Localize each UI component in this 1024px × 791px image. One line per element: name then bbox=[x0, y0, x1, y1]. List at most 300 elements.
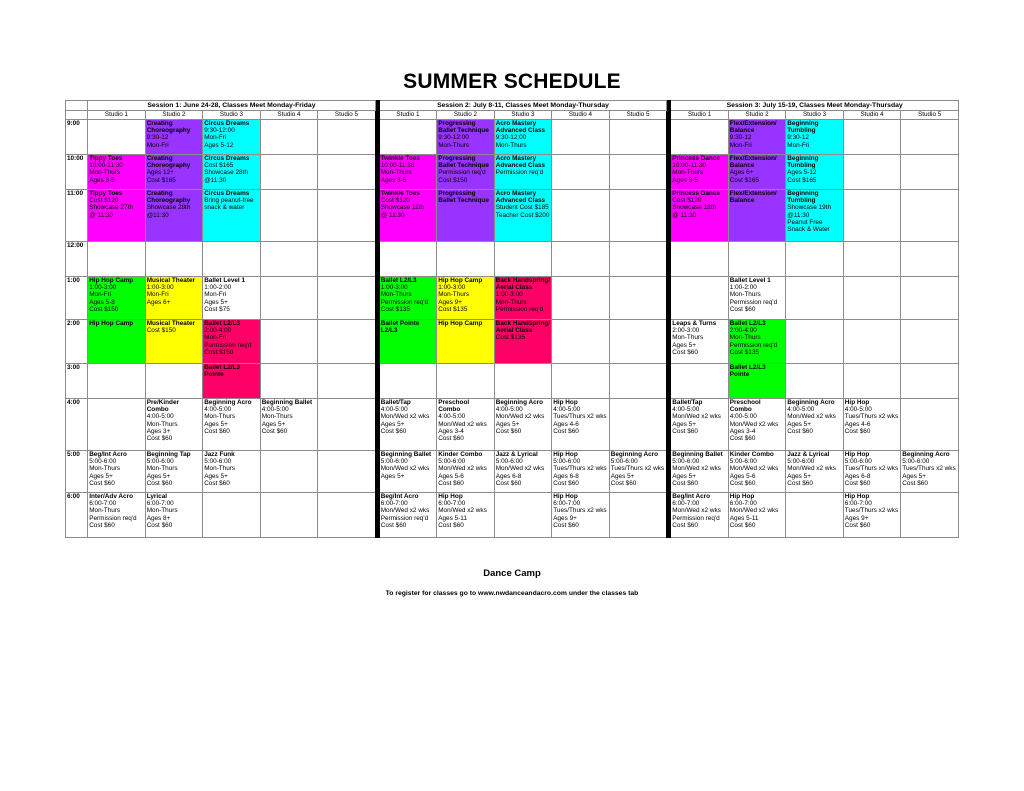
class-detail: 6:00-7:00 bbox=[89, 500, 117, 508]
class-cell bbox=[379, 190, 437, 242]
class-detail: Mon/Wed x2 wks bbox=[495, 465, 545, 473]
class-name: Hip Hop bbox=[553, 399, 578, 406]
empty-cell bbox=[609, 277, 667, 320]
empty-cell bbox=[552, 120, 610, 155]
class-cell bbox=[203, 399, 261, 451]
class-name: Progressing Ballet Technique bbox=[438, 155, 489, 170]
class-name: Beginning Tumbling bbox=[787, 190, 819, 205]
class-detail: Ages 8+ bbox=[146, 514, 171, 522]
class-detail: Ages 5-11 bbox=[729, 514, 759, 522]
class-cell bbox=[260, 399, 318, 451]
time-label: 6:00 bbox=[66, 493, 88, 538]
class-detail: Cost $60 bbox=[89, 479, 115, 487]
class-name: Preschool Combo bbox=[438, 399, 470, 414]
class-cell bbox=[88, 190, 146, 242]
class-detail: Mon/Wed x2 wks bbox=[495, 413, 545, 421]
studio-header: Studio 2 bbox=[437, 111, 495, 120]
class-cell bbox=[379, 320, 437, 364]
class-detail: Mon/Wed x2 wks bbox=[438, 465, 487, 473]
class-name: Hip Hop bbox=[553, 493, 578, 500]
class-cell bbox=[671, 155, 729, 190]
class-detail: Ages 5+ bbox=[380, 420, 405, 428]
empty-cell bbox=[609, 120, 667, 155]
empty-cell bbox=[318, 493, 376, 538]
class-detail: snack & water bbox=[204, 204, 245, 212]
class-name: Jazz & Lyrical bbox=[787, 451, 830, 458]
class-detail: Cost $60 bbox=[553, 427, 579, 435]
class-cell bbox=[728, 155, 786, 190]
empty-cell bbox=[901, 277, 959, 320]
class-detail: Ages 5+ bbox=[902, 472, 926, 480]
class-name: Jazz & Lyrical bbox=[495, 451, 538, 458]
class-name: Hip Hop Camp bbox=[89, 320, 134, 327]
empty-cell bbox=[318, 451, 376, 493]
class-detail: Mon/Wed x2 wks bbox=[672, 465, 721, 473]
time-row bbox=[66, 451, 959, 493]
class-detail: Mon/Wed x2 wks bbox=[438, 507, 487, 515]
class-detail: Permission req'd bbox=[89, 514, 137, 522]
class-detail: 6:00-7:00 bbox=[438, 500, 466, 508]
class-detail: Permission req'd bbox=[204, 341, 252, 349]
class-detail: Ages 5-12 bbox=[204, 141, 234, 149]
class-detail: Cost $60 bbox=[672, 479, 698, 487]
empty-cell bbox=[901, 120, 959, 155]
class-detail: Mon-Fri bbox=[146, 141, 169, 149]
empty-cell bbox=[318, 364, 376, 399]
class-detail: Permission req'd bbox=[438, 169, 486, 177]
class-cell bbox=[728, 190, 786, 242]
studio-header: Studio 1 bbox=[671, 111, 729, 120]
class-detail: Cost $135 bbox=[380, 305, 410, 313]
time-row bbox=[66, 155, 959, 190]
class-detail: Ages 5+ bbox=[204, 472, 228, 480]
class-detail: 5:00-6:00 bbox=[672, 458, 700, 466]
class-name: Twinkle Toes bbox=[380, 190, 420, 197]
time-row bbox=[66, 190, 959, 242]
class-name: Ballet L2/L3 Pointe bbox=[204, 364, 241, 379]
time-label: 9:00 bbox=[66, 120, 88, 155]
class-cell bbox=[494, 320, 552, 364]
class-cell bbox=[671, 451, 729, 493]
class-detail: Cost $60 bbox=[380, 521, 407, 529]
class-detail: 5:00-6:00 bbox=[553, 458, 581, 466]
class-detail: Tues/Thurs x2 wks bbox=[902, 465, 956, 473]
class-cell bbox=[786, 399, 844, 451]
class-detail: Mon/Wed x2 wks bbox=[380, 413, 430, 421]
class-detail: Permission req'd bbox=[672, 514, 720, 522]
class-cell bbox=[728, 120, 786, 155]
class-cell bbox=[437, 277, 495, 320]
class-detail: Cost $60 bbox=[729, 521, 756, 529]
class-cell bbox=[494, 155, 552, 190]
class-name: Preschool Combo bbox=[729, 399, 761, 414]
class-name: Acro Mastery Advanced Class bbox=[495, 190, 546, 205]
class-detail: Mon-Fri bbox=[204, 134, 227, 142]
class-name: Back Handspring/ Aerial Class bbox=[495, 277, 551, 292]
class-detail: Cost $60 bbox=[146, 435, 173, 443]
class-detail: Cost $120 bbox=[89, 197, 119, 205]
class-cell bbox=[437, 451, 495, 493]
class-name: Twinkle Toes bbox=[380, 155, 420, 162]
time-label: 5:00 bbox=[66, 451, 88, 493]
studio-header: Studio 4 bbox=[260, 111, 318, 120]
class-detail: Ages 5-11 bbox=[438, 514, 467, 522]
class-cell bbox=[88, 493, 146, 538]
class-name: Creating Choreography bbox=[146, 190, 191, 205]
class-detail: Cost $75 bbox=[204, 305, 230, 313]
class-cell bbox=[728, 399, 786, 451]
class-name: Kinder Combo bbox=[438, 451, 483, 458]
class-detail: 6:00-7:00 bbox=[729, 500, 757, 508]
class-detail: Mon-Fri bbox=[89, 291, 112, 299]
studio-header: Studio 1 bbox=[88, 111, 146, 120]
class-detail: 6:00-7:00 bbox=[672, 500, 700, 508]
class-detail: Cost $60 bbox=[438, 479, 464, 487]
time-label: 2:00 bbox=[66, 320, 88, 364]
class-name: Acro Mastery Advanced Class bbox=[495, 120, 546, 135]
class-cell bbox=[552, 399, 610, 451]
class-detail: Ages 5+ bbox=[495, 420, 520, 428]
class-detail: 1:00-2:00 bbox=[729, 284, 757, 292]
class-cell bbox=[203, 320, 261, 364]
class-detail: Cost $60 bbox=[146, 479, 173, 487]
class-detail: Cost $60 bbox=[672, 427, 698, 435]
class-cell bbox=[379, 451, 437, 493]
class-detail: Teacher Cost $200 bbox=[495, 211, 550, 219]
class-name: Beg/Int Acro bbox=[89, 451, 127, 458]
class-detail: Showcase 18th bbox=[672, 204, 716, 212]
class-cell bbox=[203, 120, 261, 155]
class-detail: Tues/Thurs x2 wks bbox=[553, 507, 607, 515]
class-detail: Mon-Thurs bbox=[380, 169, 412, 177]
empty-cell bbox=[901, 242, 959, 277]
class-detail: 9:30-12:00 bbox=[204, 127, 235, 135]
class-detail: Cost $60 bbox=[672, 348, 698, 356]
class-name: Beginning Acro bbox=[610, 451, 659, 458]
class-detail: Ages 5+ bbox=[787, 472, 811, 480]
class-detail: Ages 12+ bbox=[146, 169, 174, 177]
class-detail: Mon-Thurs bbox=[204, 465, 236, 473]
class-name: Beginning Ballet bbox=[672, 451, 723, 458]
empty-cell bbox=[552, 320, 610, 364]
class-detail: 1:00-3:00 bbox=[438, 284, 466, 292]
class-name: Ballet/Tap bbox=[672, 399, 703, 406]
class-cell bbox=[203, 451, 261, 493]
empty-cell bbox=[786, 242, 844, 277]
class-name: Ballet Level 1 bbox=[729, 277, 771, 284]
class-detail: Mon-Thurs bbox=[261, 413, 293, 421]
time-row bbox=[66, 364, 959, 399]
class-name: Creating Choreography bbox=[146, 155, 191, 170]
empty-cell bbox=[671, 277, 729, 320]
class-detail: Ages 5+ bbox=[89, 472, 113, 480]
class-detail: Ages 9+ bbox=[844, 514, 869, 522]
studio-header: Studio 3 bbox=[203, 111, 261, 120]
class-detail: Cost $150 bbox=[146, 327, 176, 335]
footer-title: Dance Camp bbox=[483, 568, 541, 579]
empty-cell bbox=[260, 451, 318, 493]
empty-cell bbox=[728, 242, 786, 277]
class-cell bbox=[494, 190, 552, 242]
class-cell bbox=[552, 451, 610, 493]
class-detail: Mon/Wed x2 wks bbox=[787, 465, 836, 473]
empty-cell bbox=[843, 320, 901, 364]
class-name: Musical Theater bbox=[146, 277, 195, 284]
empty-cell bbox=[786, 493, 844, 538]
class-detail: 4:00-5:00 bbox=[729, 413, 757, 421]
time-row bbox=[66, 120, 959, 155]
class-detail: Mon-Thurs bbox=[495, 298, 527, 306]
class-detail: Mon/Wed x2 wks bbox=[672, 507, 721, 515]
class-detail: Cost $150 bbox=[438, 176, 468, 184]
class-detail: Ages 5-8 bbox=[89, 298, 115, 306]
studio-header: Studio 4 bbox=[843, 111, 901, 120]
class-detail: Ages 5+ bbox=[672, 341, 696, 349]
class-cell bbox=[379, 155, 437, 190]
class-detail: Mon-Thurs bbox=[438, 141, 470, 149]
empty-cell bbox=[786, 277, 844, 320]
class-cell bbox=[437, 320, 495, 364]
class-detail: Ages 5+ bbox=[204, 298, 228, 306]
class-detail: Mon/Wed x2 wks bbox=[380, 507, 430, 515]
class-detail: 1:00-3:00 bbox=[495, 291, 523, 299]
class-cell bbox=[671, 399, 729, 451]
class-cell bbox=[843, 451, 901, 493]
class-detail: 4:00-5:00 bbox=[553, 406, 581, 414]
class-detail: 9:30-12 bbox=[729, 134, 752, 142]
class-detail: 2:00-4:00 bbox=[729, 327, 757, 335]
class-name: Hip Hop Camp bbox=[438, 320, 483, 327]
empty-cell bbox=[318, 120, 376, 155]
class-detail: Cost $60 bbox=[553, 521, 579, 529]
class-name: Hip Hop bbox=[438, 493, 463, 500]
time-header-cell bbox=[66, 111, 88, 120]
class-detail: 6:00-7:00 bbox=[553, 500, 581, 508]
class-cell bbox=[145, 190, 203, 242]
class-cell bbox=[671, 190, 729, 242]
class-name: Acro Mastery Advanced Class bbox=[495, 155, 546, 170]
class-detail: Ages 5+ bbox=[787, 420, 811, 428]
class-detail: Cost $60 bbox=[729, 305, 756, 313]
class-detail: Mon/Wed x2 wks bbox=[729, 420, 779, 428]
empty-cell bbox=[843, 242, 901, 277]
class-detail: 5:00-6:00 bbox=[902, 458, 930, 466]
empty-cell bbox=[671, 242, 729, 277]
class-detail: 9:30-12:00 bbox=[438, 134, 469, 142]
class-name: Hip Hop bbox=[844, 399, 870, 406]
class-detail: Ages 3-5 bbox=[89, 176, 115, 184]
studio-header: Studio 5 bbox=[318, 111, 376, 120]
empty-cell bbox=[671, 120, 729, 155]
empty-cell bbox=[494, 242, 552, 277]
class-detail: Cost $165 bbox=[204, 162, 234, 170]
class-detail: Ages 5+ bbox=[672, 420, 696, 428]
empty-cell bbox=[88, 242, 146, 277]
time-label: 1:00 bbox=[66, 277, 88, 320]
class-detail: 6:00-7:00 bbox=[146, 500, 174, 508]
class-detail: 9:30-12 bbox=[787, 134, 809, 142]
empty-cell bbox=[552, 242, 610, 277]
class-detail: Cost $120 bbox=[672, 197, 702, 205]
class-detail: Ages 4-6 bbox=[553, 420, 579, 428]
class-detail: 4:00-5:00 bbox=[672, 406, 700, 414]
class-detail: Bring peanut-free bbox=[204, 197, 254, 205]
class-cell bbox=[145, 399, 203, 451]
class-name: Ballet/Tap bbox=[380, 399, 411, 406]
class-name: Circus Dreams bbox=[204, 190, 250, 197]
class-cell bbox=[552, 493, 610, 538]
class-detail: Tues/Thurs x2 wks bbox=[553, 465, 607, 473]
empty-cell bbox=[609, 364, 667, 399]
class-name: Inter/Adv Acro bbox=[89, 493, 133, 500]
time-label: 11:00 bbox=[66, 190, 88, 242]
class-name: Princess Dance bbox=[672, 190, 720, 197]
class-detail: 9:30-12:00 bbox=[495, 134, 527, 142]
class-detail: @ 11:30 bbox=[672, 211, 697, 219]
class-cell bbox=[88, 277, 146, 320]
class-name: Hip Hop bbox=[844, 451, 870, 458]
empty-cell bbox=[901, 399, 959, 451]
class-detail: 4:00-5:00 bbox=[380, 406, 408, 414]
class-name: Hip Hop bbox=[553, 451, 578, 458]
class-cell bbox=[203, 364, 261, 399]
class-detail: Ages 6+ bbox=[146, 298, 171, 306]
class-detail: 5:00-6:00 bbox=[204, 458, 232, 466]
class-detail: Tues/Thurs x2 wks bbox=[553, 413, 607, 421]
class-detail: Cost $165 bbox=[787, 176, 817, 184]
class-detail: Ages 6-8 bbox=[844, 472, 871, 480]
empty-cell bbox=[260, 155, 318, 190]
class-detail: Permission req'd bbox=[495, 305, 544, 313]
page-title: SUMMER SCHEDULE bbox=[403, 70, 621, 93]
class-detail: Tues/Thurs x2 wks bbox=[844, 507, 899, 515]
empty-cell bbox=[552, 277, 610, 320]
class-detail: Cost $60 bbox=[495, 427, 522, 435]
class-detail: Mon-Thurs bbox=[89, 507, 121, 515]
schedule-table bbox=[65, 100, 959, 538]
class-detail: Mon-Thurs bbox=[89, 465, 121, 473]
class-detail: 5:00-6:00 bbox=[89, 458, 117, 466]
class-name: Beginning Tumbling bbox=[787, 155, 819, 170]
empty-cell bbox=[843, 364, 901, 399]
class-detail: 10:00-11:30 bbox=[672, 162, 706, 170]
class-detail: @11:30 bbox=[146, 211, 169, 219]
empty-cell bbox=[552, 190, 610, 242]
studio-header: Studio 3 bbox=[786, 111, 844, 120]
class-detail: Cost $60 bbox=[146, 521, 173, 529]
empty-cell bbox=[318, 399, 376, 451]
studio-header-row bbox=[66, 111, 959, 120]
empty-cell bbox=[786, 364, 844, 399]
class-detail: Mon-Fri bbox=[204, 334, 227, 342]
class-detail: Ages 3-4 bbox=[438, 427, 464, 435]
class-detail: Mon-Thurs bbox=[672, 334, 704, 342]
class-cell bbox=[145, 277, 203, 320]
class-detail: Cost $60 bbox=[204, 427, 230, 435]
class-name: Ballet L2/L3 bbox=[729, 320, 766, 327]
empty-cell bbox=[843, 155, 901, 190]
class-cell bbox=[728, 320, 786, 364]
class-detail: 5:00-6:00 bbox=[380, 458, 408, 466]
empty-cell bbox=[901, 155, 959, 190]
class-detail: Cost $60 bbox=[787, 427, 813, 435]
class-cell bbox=[728, 493, 786, 538]
class-cell bbox=[203, 155, 261, 190]
class-detail: Cost $60 bbox=[787, 479, 813, 487]
empty-cell bbox=[609, 320, 667, 364]
studio-header: Studio 4 bbox=[552, 111, 610, 120]
class-detail: Ages 5-6 bbox=[438, 472, 464, 480]
class-detail: Permission req'd bbox=[729, 298, 778, 306]
empty-cell bbox=[901, 364, 959, 399]
class-detail: Mon-Thurs bbox=[146, 507, 178, 515]
empty-cell bbox=[379, 120, 437, 155]
class-detail: Ages 5-12 bbox=[787, 169, 817, 177]
class-cell bbox=[437, 493, 495, 538]
class-detail: Cost $150 bbox=[204, 348, 234, 356]
class-name: Progressing Ballet Technique bbox=[438, 190, 489, 205]
class-detail: Mon/Wed x2 wks bbox=[729, 465, 779, 473]
class-cell bbox=[145, 493, 203, 538]
class-detail: Ages 5-6 bbox=[729, 472, 756, 480]
class-name: Beginning Acro bbox=[787, 399, 835, 406]
studio-header: Studio 5 bbox=[609, 111, 667, 120]
class-name: Flex/Extension/ Balance bbox=[729, 155, 777, 170]
class-name: Tippy Toes bbox=[89, 155, 123, 162]
class-detail: Cost $135 bbox=[438, 305, 468, 313]
empty-cell bbox=[843, 190, 901, 242]
empty-cell bbox=[494, 493, 552, 538]
class-detail: Cost $120 bbox=[380, 197, 410, 205]
class-detail: Student Cost $185 bbox=[495, 204, 549, 212]
class-detail: Cost $60 bbox=[844, 521, 871, 529]
class-name: Tippy Toes bbox=[89, 190, 123, 197]
class-detail: Showcase 11th bbox=[380, 204, 424, 212]
class-cell bbox=[671, 493, 729, 538]
class-name: Ballet L2/L3 bbox=[204, 320, 241, 327]
class-detail: Peanut Free bbox=[787, 218, 823, 226]
class-cell bbox=[494, 451, 552, 493]
class-detail: 1:00-3:00 bbox=[380, 284, 408, 292]
empty-cell bbox=[318, 242, 376, 277]
empty-cell bbox=[203, 242, 261, 277]
class-cell bbox=[203, 277, 261, 320]
class-cell bbox=[145, 155, 203, 190]
class-name: Creating Choreography bbox=[146, 120, 191, 135]
empty-cell bbox=[843, 277, 901, 320]
corner-cell bbox=[66, 101, 88, 111]
class-detail: Ages 3+ bbox=[146, 427, 171, 435]
class-detail: Mon/Wed x2 wks bbox=[729, 507, 779, 515]
class-detail: Ages 5+ bbox=[610, 472, 635, 480]
class-name: Beg/Int Acro bbox=[380, 493, 419, 500]
class-cell bbox=[145, 320, 203, 364]
studio-header: Studio 1 bbox=[379, 111, 437, 120]
class-detail: Mon-Thurs bbox=[729, 291, 761, 299]
empty-cell bbox=[552, 364, 610, 399]
class-cell bbox=[379, 493, 437, 538]
class-detail: Cost $60 bbox=[438, 521, 464, 529]
studio-header: Studio 5 bbox=[901, 111, 959, 120]
class-cell bbox=[437, 155, 495, 190]
empty-cell bbox=[260, 277, 318, 320]
class-name: Kinder Combo bbox=[729, 451, 774, 458]
time-row bbox=[66, 320, 959, 364]
class-name: Back Handspring/ Aerial Class bbox=[495, 320, 551, 335]
class-cell bbox=[203, 190, 261, 242]
time-label: 3:00 bbox=[66, 364, 88, 399]
class-detail: Mon-Thurs bbox=[204, 413, 236, 421]
